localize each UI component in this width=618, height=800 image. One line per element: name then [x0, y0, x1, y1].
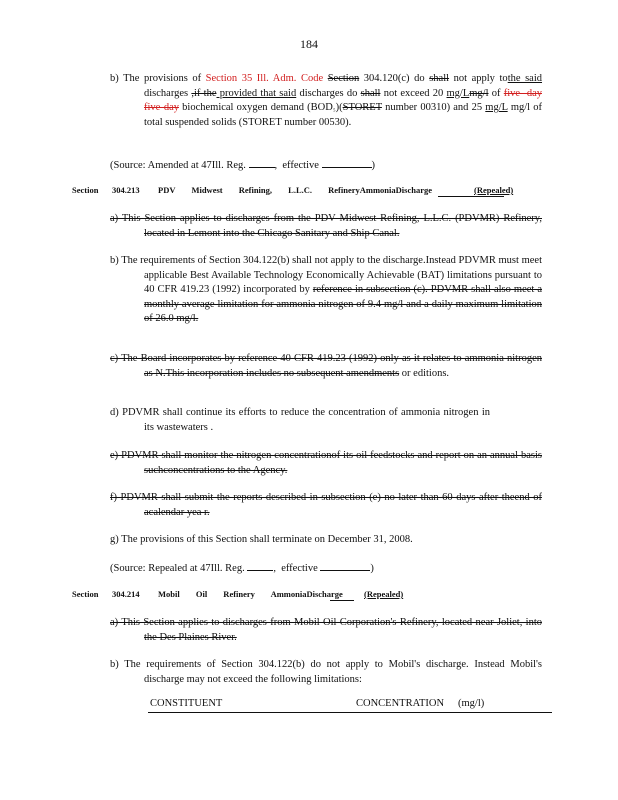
sec213-b-deleted: reference in subsection (c). PDVMR shall also meet a monthly average limitation for ammonia nitrogen of 9.4 mg/l and a daily maximum limitation of 26.0 mg/l. — [144, 284, 542, 324]
p1-text: )( — [335, 102, 343, 113]
sec214-b-text: b) The requirements of Section 304.122(b) do not apply to Mobil's discharge. — [110, 659, 469, 670]
source-text: (Source: Amended at 47Ill. Reg. — [110, 160, 246, 171]
column-constituent: CONSTITUENT — [150, 698, 223, 709]
sec214-subsection-b — [110, 658, 542, 687]
p1-deleted: Section — [327, 73, 360, 84]
column-concentration: CONCENTRATION — [356, 698, 445, 709]
section-title: Mobil Oil Refinery AmmoniaDischarge — [158, 589, 343, 599]
p1-deleted: shall — [429, 73, 450, 84]
sec213-subsection-f — [110, 491, 542, 520]
section-label: Section — [72, 185, 99, 195]
effective-date-blank — [322, 157, 372, 168]
sec213-subsection-d — [110, 406, 490, 435]
sec213-subsection-c — [110, 352, 542, 381]
p1-text: not exceed 20 — [380, 87, 447, 99]
p1-insert: the said — [507, 73, 543, 84]
reg-volume-blank — [247, 560, 273, 571]
p1-subscript: ₅ — [332, 103, 336, 112]
source-effective: effective — [281, 563, 318, 574]
sec214-subsection-a — [110, 616, 542, 645]
sec214-b-text: Instead Mobil's discharge may not exceed the following limitations: — [144, 659, 543, 685]
column-units: (mg/l) — [458, 698, 485, 709]
p1-insert: Section 35 Ill. Adm. Code — [205, 73, 324, 84]
subsection-b-provisions — [110, 72, 542, 130]
sec213-d-text: d) PDVMR shall continue its efforts to reduce the concentration of ammonia nitrogen in its wastewaters . — [110, 407, 490, 433]
sec213-subsection-a — [110, 212, 542, 241]
section-title: PDV Midwest Refining, L.L.C. RefineryAmmoniaDischarge — [158, 185, 432, 195]
p1-text: number 00310) and 25 — [381, 102, 486, 113]
p1-deleted: shall — [360, 87, 381, 99]
p1-insert: mg/L — [446, 87, 470, 99]
sec213-a-text: a) This Section applies to discharges from the PDV Midwest Refining, L.L.C. (PDVMR) Refinery, located in Lemont into the Chicago Sanitary and Ship Canal. — [110, 213, 542, 239]
sec213-e-text: e) PDVMR shall monitor the nitrogen concentrationof its oil feedstocks and report on an annual basis suchconcentrations to the Agency. — [110, 450, 542, 476]
sec213-subsection-g — [110, 533, 542, 548]
sec213-subsection-e — [110, 449, 542, 478]
source-comma: , — [273, 563, 276, 574]
section-status: (Repealed) — [474, 185, 514, 195]
p1-text: 304.120(c) do — [359, 73, 430, 84]
sec213-b-text: b) The requirements of Section 304.122(b) shall not apply to the discharge.Instead PDVMR must meet applicable Best Available Technology Economically Achievable (BAT) limitations pursuant to 40 CFR 419.23 (1992) incorporated by — [110, 255, 542, 295]
p1-text: of — [488, 87, 504, 99]
source-close: ) — [370, 563, 374, 574]
p1-replaced: five -day five-day — [144, 87, 542, 113]
sec213-g-text: g) The provisions of this Section shall terminate on December 31, 2008. — [110, 534, 413, 545]
source-text: (Source: Repealed at 47Ill. Reg. — [110, 563, 245, 574]
p1-deleted: ,if the — [191, 87, 217, 99]
source-note-repealed — [110, 560, 542, 576]
source-comma: , — [274, 160, 278, 171]
p1-insert: provided that said — [216, 87, 297, 99]
source-note-amended — [110, 157, 542, 173]
section-number: 304.213 — [112, 185, 140, 195]
p1-text: mg/l of total suspended solids (STORET number 00530). — [144, 102, 543, 128]
section-number: 304.214 — [112, 589, 140, 599]
header-rule — [330, 600, 354, 601]
section-status: (Repealed) — [364, 589, 404, 599]
source-close: ) — [371, 160, 376, 171]
reg-volume-blank — [249, 157, 275, 168]
header-rule — [438, 196, 504, 197]
p1-deleted: mg/l — [469, 87, 489, 99]
p1-text: b) The provisions of — [110, 73, 206, 84]
effective-date-blank — [320, 560, 370, 571]
p1-insert: mg/L — [485, 102, 508, 113]
sec213-c-deleted: c) The Board incorporates by reference 40 CFR 419.23 (1992) only as it relates to ammonia nitrogen as N.This incorporation includes no subsequent amendments — [110, 353, 542, 379]
source-effective: effective — [282, 160, 319, 171]
section-label: Section — [72, 589, 99, 599]
p1-text: discharges — [144, 87, 192, 99]
page-number: 184 — [300, 37, 318, 51]
sec214-a-text: a) This Section applies to discharges from Mobil Oil Corporation's Refinery, located near Joliet, into the Des Plaines River. — [110, 617, 542, 643]
sec213-f-text: f) PDVMR shall submit the reports described in subsection (e) no later than 60 days after theend of acalendar yea r. — [110, 492, 542, 518]
sec213-subsection-b — [110, 254, 542, 327]
p1-text: biochemical oxygen demand (BOD — [178, 102, 333, 113]
sec213-c-text: or editions. — [401, 367, 450, 379]
p1-deleted: STORET — [342, 102, 382, 113]
p1-text: discharges do — [296, 87, 361, 99]
limitations-table-header — [148, 698, 552, 713]
p1-text: not apply to — [449, 73, 508, 84]
